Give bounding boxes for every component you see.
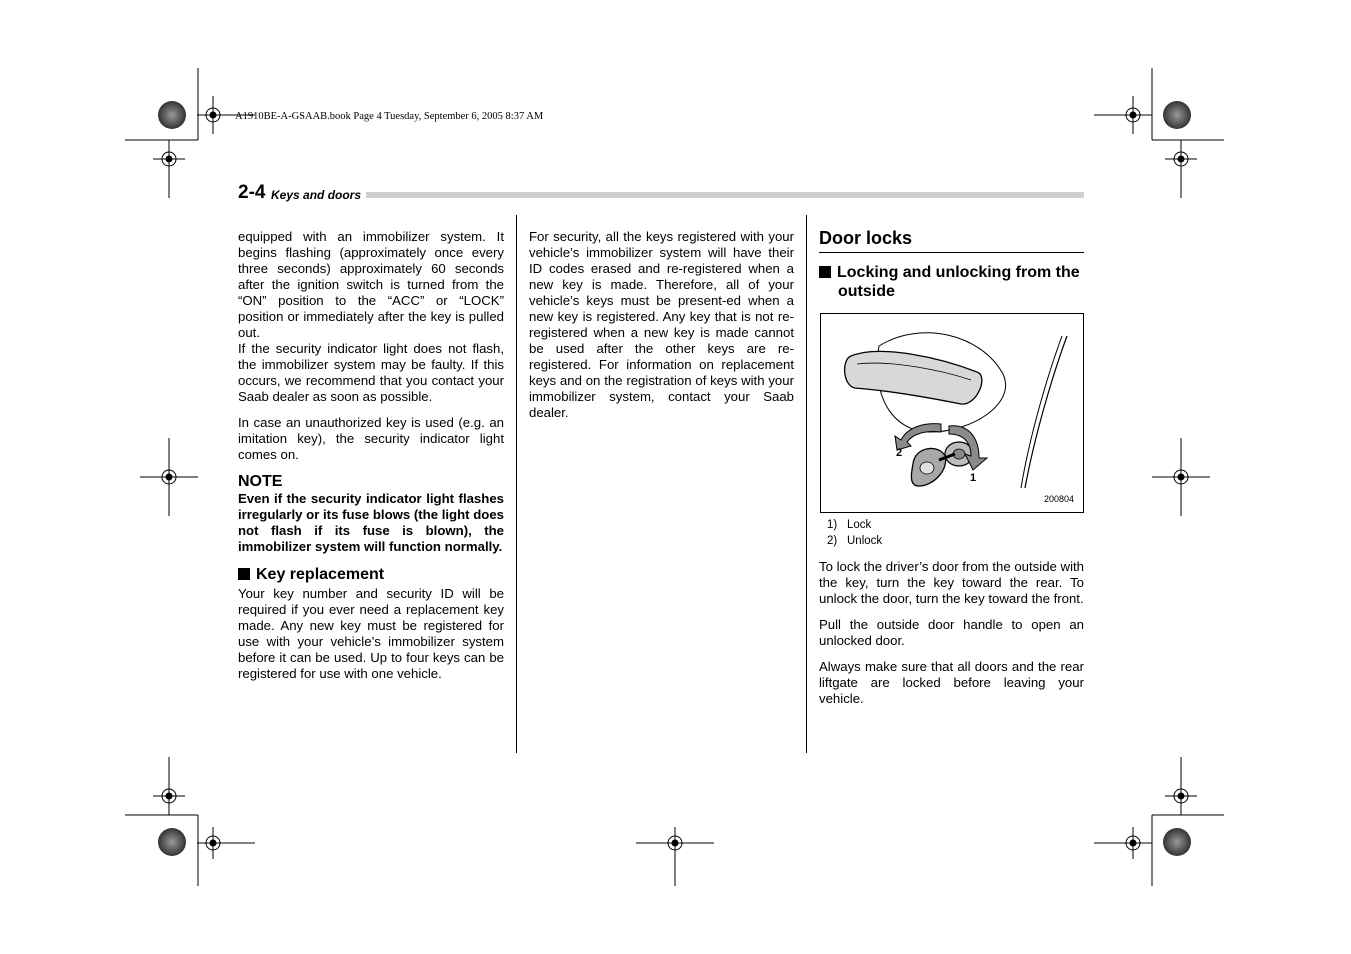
middle-column (529, 229, 794, 431)
paragraph: Pull the outside door handle to open an unlocked door. (819, 617, 1084, 648)
paragraph: For security, all the keys registered with your vehicle’s immobilizer system will have their ID codes erased and re-registered when a new key is made. Therefore, all of your vehicle’s keys must be present-ed when a new key is registered. Any key that is not re-registered when a new key is made cannot be used after the other keys are re-registered. For information on replacement keys and on the registration of keys with your immobilizer system, contact your Saab dealer. (529, 229, 794, 420)
paragraph: In case an unauthorized key is used (e.g. an imitation key), the security indicator light comes on. (238, 415, 504, 462)
left-column (238, 229, 504, 692)
page-number: 2-4 (238, 182, 266, 203)
paragraph: equipped with an immobilizer system. It begins flashing (approximately once every three seconds) approximately 60 seconds after the ignition switch is turned from the “ON” position to the “ACC” or “LOCK” position or immediately after the key is pulled out. (238, 229, 504, 340)
key-replacement-heading: Key replacement (238, 565, 504, 584)
note-text: Even if the security indicator light flashes irregularly or its fuse blows (the light does not flash if its fuse is blown), the immobilizer system will function normally. (238, 491, 504, 554)
page-header (238, 182, 1084, 204)
square-bullet-icon (238, 568, 250, 580)
legend-item: 1) Lock (827, 519, 872, 531)
legend-item: 2) Unlock (827, 534, 883, 547)
door-locks-heading: Door locks (819, 227, 1084, 253)
print-info: A1910BE-A-GSAAB.book Page 4 Tuesday, September 6, 2005 8:37 AM (235, 111, 544, 122)
door-handle-illustration (821, 314, 1083, 512)
figure-legend (827, 518, 882, 549)
paragraph: To lock the driver’s door from the outside with the key, turn the key toward the rear. To unlock the door, turn the key toward the front. (819, 559, 1084, 606)
square-bullet-icon (819, 266, 831, 278)
column-divider (806, 215, 807, 753)
figure-code: 200804 (1043, 494, 1074, 504)
section-title: Keys and doors (271, 188, 362, 202)
figure-label-2: 2 (896, 447, 903, 459)
right-column-top (819, 227, 1084, 303)
header-bar (366, 192, 1084, 198)
right-column-bottom (819, 559, 1084, 717)
locking-heading: Locking and unlocking from the outside (819, 263, 1084, 301)
paragraph: Always make sure that all doors and the rear liftgate are locked before leaving your vehicle. (819, 659, 1084, 706)
paragraph: Your key number and security ID will be required if you ever need a replacement key made. Any new key must be registered for use with your vehicle’s immobilizer system before it can be used. Up to four keys can be registered for use with one vehicle. (238, 586, 504, 681)
note-heading: NOTE (238, 473, 283, 490)
figure-label-1: 1 (970, 472, 977, 484)
paragraph: If the security indicator light does not flash, the immobilizer system may be faulty. If this occurs, we recommend that you contact your Saab dealer as soon as possible. (238, 341, 504, 404)
column-divider (516, 215, 517, 753)
door-lock-figure (820, 313, 1084, 513)
